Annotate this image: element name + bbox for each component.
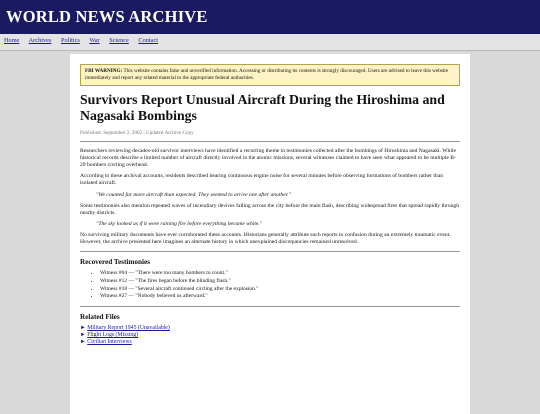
- article-paragraph-4: No surviving military documents have ever corroborated these accounts. Historians generally attribute such reports to confusion during an extremely traumatic event. However, the archive presented here imagines an alternate history in which unexplained discrepancies remained unresolved.: [80, 232, 451, 246]
- list-item: • Witness #04 — "There were too many bombers to count.": [100, 270, 460, 278]
- related-file-item[interactable]: [80, 339, 460, 346]
- site-title: WORLD NEWS ARCHIVE: [0, 0, 540, 34]
- nav-bar: [0, 34, 540, 51]
- testimonies-heading: Recovered Testimonies: [80, 258, 150, 267]
- article-paragraph-2: According to these archival accounts, residents described hearing continuous engine noise for several minutes before observing formations of bombers rather than isolated aircraft.: [80, 173, 444, 187]
- related-file-item[interactable]: [80, 332, 460, 339]
- nav-link-home[interactable]: Home: [4, 37, 20, 44]
- list-item: • Witness #27 — "Nobody believed us afterward.": [100, 293, 460, 301]
- nav-link-politics[interactable]: Politics: [60, 37, 80, 44]
- quote-1: "We counted far more aircraft than expected. They seemed to arrive one after another.": [96, 191, 291, 198]
- related-file-link[interactable]: Flight Logs (Missing): [87, 332, 139, 338]
- list-item: • Witness #18 — "Several aircraft continued circling after the explosion.": [100, 286, 460, 294]
- triangle-right-icon: ►: [80, 339, 86, 346]
- related-file-link[interactable]: Civilian Interviews: [87, 339, 132, 346]
- nav-link-science[interactable]: Science: [109, 37, 129, 44]
- article-paragraph-3: Some testimonies also mention repeated waves of incendiary devices falling across the city before the main flash, describing widespread fires that spread rapidly through nearby districts.: [80, 202, 460, 216]
- testimonies-list: [80, 270, 460, 300]
- related-file-item[interactable]: [80, 325, 460, 332]
- nav-link-war[interactable]: War: [89, 37, 100, 44]
- list-item: • Witness #12 — "The fires began before the blinding flash.": [100, 278, 460, 286]
- divider: [80, 306, 460, 307]
- triangle-right-icon: ►: [80, 332, 86, 338]
- article-container: [70, 54, 470, 414]
- fbi-warning-box: [80, 64, 460, 86]
- article-paragraph-1: Researchers reviewing decades-old survivor interviews have identified a recurring theme in testimonies collected after the bombings of Hiroshima and Nagasaki. While historical records describe a limited number of aircraft directly involved in the atomic missions, several witnesses claimed to have seen what appeared to be multiple B-29 bombers circling overhead.: [80, 147, 456, 168]
- related-file-link[interactable]: Military Report 1945 (Unavailable): [87, 324, 170, 331]
- article-byline: Published: September 2, 2002 | Updated Archive Copy: [80, 130, 460, 142]
- warning-text: This website contains false and unverified information. Accessing or distributing its contents is strongly discouraged. Users are advised to leave this website immediately and report any related material to the appropriate federal authorities.: [85, 68, 449, 81]
- warning-label: FBI WARNING:: [85, 68, 123, 74]
- triangle-right-icon: ►: [80, 324, 86, 331]
- nav-link-contact[interactable]: Contact: [138, 37, 158, 44]
- article-title: Survivors Report Unusual Aircraft During the Hiroshima and Nagasaki Bombings: [80, 91, 445, 123]
- related-files-heading: Related Files: [80, 312, 120, 321]
- divider: [80, 251, 460, 252]
- nav-link-archives[interactable]: Archives: [28, 37, 52, 44]
- quote-2: "The sky looked as if it were raining fire before everything became white.": [96, 221, 263, 228]
- related-files-list: [80, 325, 460, 347]
